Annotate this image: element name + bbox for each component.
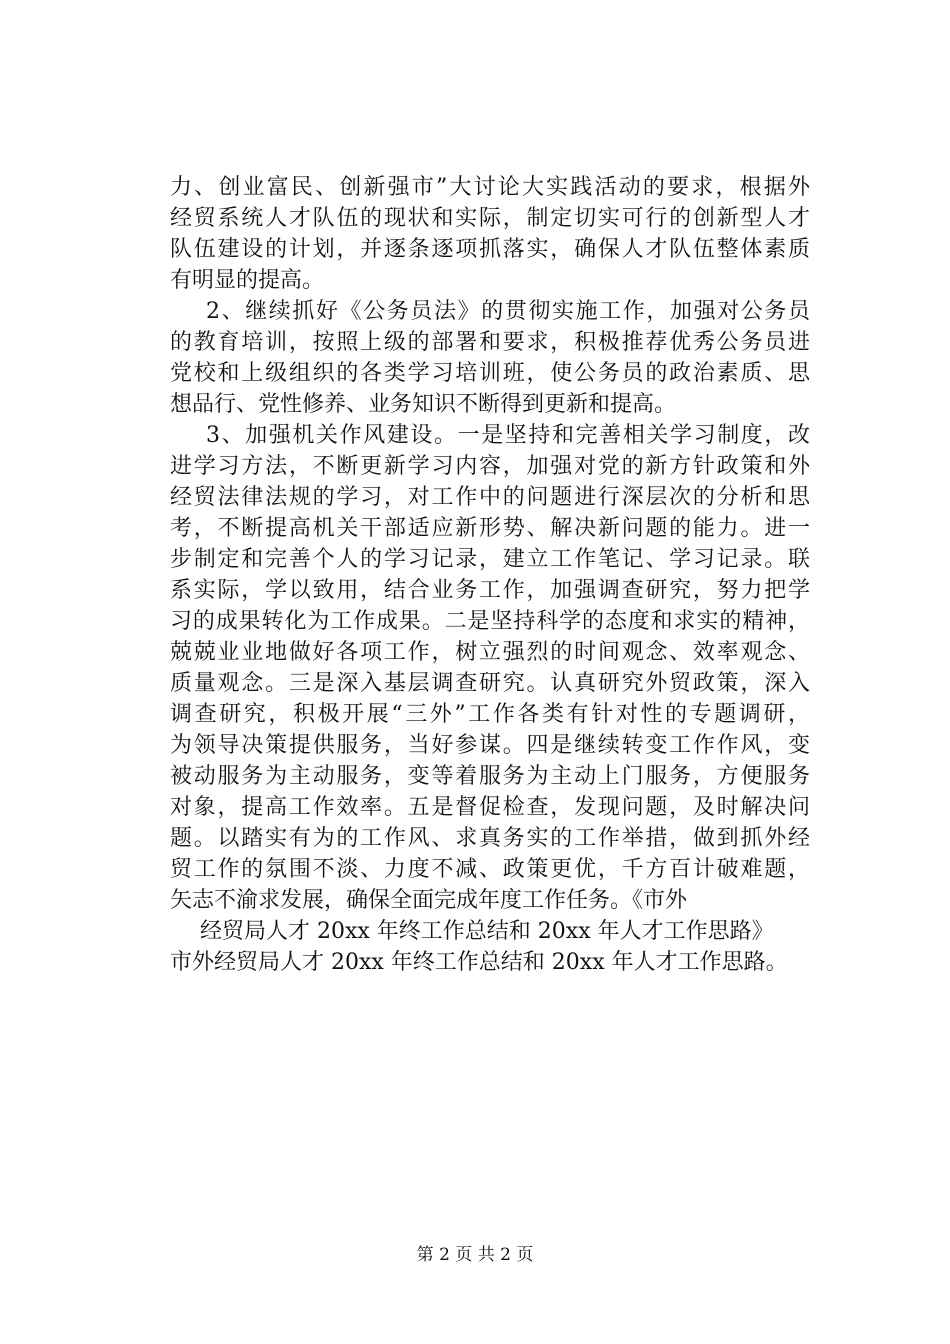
text-line: 调查研究，积极开展“三外”工作各类有针对性的专题调研， [170,702,810,727]
text-line: 习的成果转化为工作成果。二是坚持科学的态度和求实的精神， [170,609,810,634]
text-line: 经贸局人才 20xx 年终工作总结和 20xx 年人才工作思路》 [200,919,774,944]
text-line: 系实际，学以致用，结合业务工作，加强调查研究，努力把学 [170,578,810,603]
text-line: 考，不断提高机关干部适应新形势、解决新问题的能力。进一 [170,516,810,541]
text-line: 3、加强机关作风建设。一是坚持和完善相关学习制度，改 [206,423,810,448]
text-line: 被动服务为主动服务，变等着服务为主动上门服务，方便服务 [170,764,810,789]
document-body [170,172,810,978]
text-line: 队伍建设的计划，并逐条逐项抓落实，确保人才队伍整体素质 [170,237,810,262]
page-footer: 第 2 页 共 2 页 [416,1245,534,1265]
text-line: 2、继续抓好《公务员法》的贯彻实施工作，加强对公务员 [206,299,810,324]
text-line: 为领导决策提供服务，当好参谋。四是继续转变工作作风，变 [170,733,810,758]
text-line: 经贸系统人才队伍的现状和实际，制定切实可行的创新型人才 [170,206,810,231]
text-line: 矢志不渝求发展，确保全面完成年度工作任务。《市外 [170,888,688,913]
text-line: 党校和上级组织的各类学习培训班，使公务员的政治素质、思 [170,361,810,386]
text-line: 的教育培训，按照上级的部署和要求，积极推荐优秀公务员进 [170,330,810,355]
text-line: 题。以踏实有为的工作风、求真务实的工作举措，做到抓外经 [170,826,810,851]
text-line: 想品行、党性修养、业务知识不断得到更新和提高。 [170,392,677,417]
text-line: 对象，提高工作效率。五是督促检查，发现问题，及时解决问 [170,795,810,820]
text-line: 贸工作的氛围不淡、力度不减、政策更优，千方百计破难题， [170,857,810,882]
text-line: 步制定和完善个人的学习记录，建立工作笔记、学习记录。联 [170,547,810,572]
text-line: 进学习方法，不断更新学习内容，加强对党的新方针政策和外 [170,454,810,479]
text-line: 有明显的提高。 [170,268,325,293]
text-line: 市外经贸局人才 20xx 年终工作总结和 20xx 年人才工作思路。 [170,950,788,975]
text-line: 质量观念。三是深入基层调查研究。认真研究外贸政策，深入 [170,671,810,696]
text-line: 兢兢业业地做好各项工作，树立强烈的时间观念、效率观念、 [170,640,810,665]
text-line: 力、创业富民、创新强市”大讨论大实践活动的要求，根据外 [170,175,810,200]
text-line: 经贸法律法规的学习，对工作中的问题进行深层次的分析和思 [170,485,810,510]
